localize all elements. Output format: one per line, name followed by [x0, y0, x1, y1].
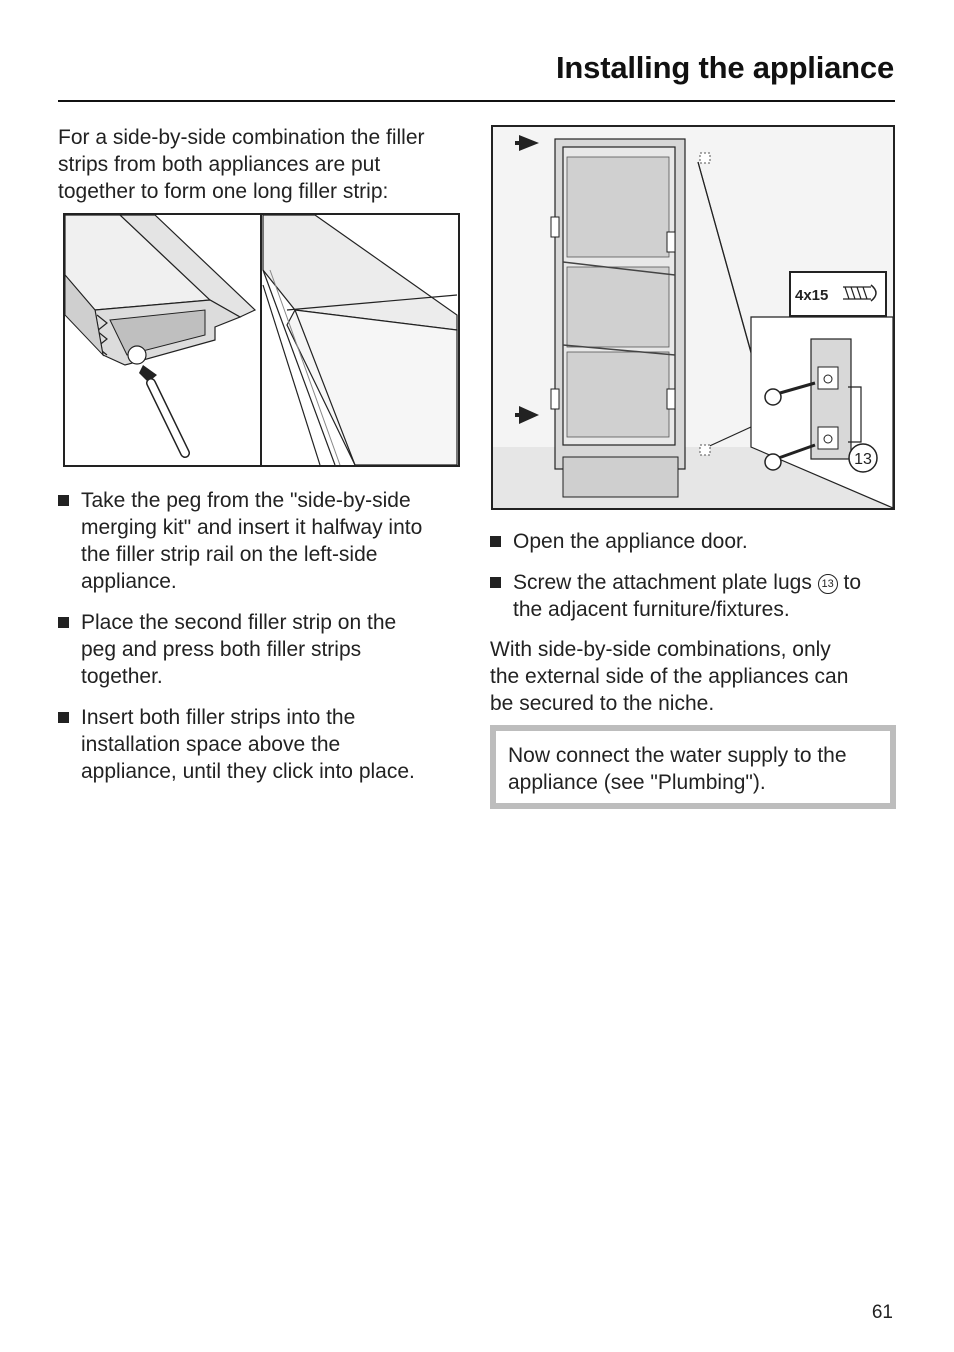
- list-item: Screw the attachment plate lugs 13 to the adjacent furniture/fixtures.: [490, 569, 900, 623]
- bullet-square-icon: [58, 617, 69, 628]
- appliance-installation-figure: [491, 125, 895, 510]
- note-text: Now connect the water supply to the appliance (see "Plumbing").: [496, 731, 890, 803]
- bullet-square-icon: [58, 495, 69, 506]
- callout-13-icon: 13: [818, 574, 838, 594]
- page-title: Installing the appliance: [556, 50, 894, 85]
- side-by-side-paragraph: With side-by-side combinations, only the external side of the appliances can be secured to the niche.: [490, 638, 849, 715]
- list-item: Open the appliance door.: [490, 528, 900, 555]
- screw-size-label: 4x15: [795, 287, 829, 304]
- filler-strip-figure: [63, 213, 460, 467]
- bullet-square-icon: [58, 712, 69, 723]
- bullet-square-icon: [490, 536, 501, 547]
- right-bullet-list: [490, 528, 900, 637]
- bullet-square-icon: [490, 577, 501, 588]
- header-rule: [58, 100, 895, 102]
- list-item: Take the peg from the "side-by-side merging kit" and insert it halfway into the filler strip rail on the left-side appliance.: [58, 487, 458, 595]
- list-item: Insert both filler strips into the installation space above the appliance, until they click into place.: [58, 704, 458, 785]
- left-bullet-list: [58, 487, 458, 799]
- intro-paragraph: For a side-by-side combination the filler strips from both appliances are put together to form one long filler strip:: [58, 126, 425, 203]
- page-number: 61: [871, 1302, 893, 1323]
- callout-number: 13: [854, 451, 872, 468]
- list-item: Place the second filler strip on the peg and press both filler strips together.: [58, 609, 458, 690]
- note-box: [490, 725, 896, 809]
